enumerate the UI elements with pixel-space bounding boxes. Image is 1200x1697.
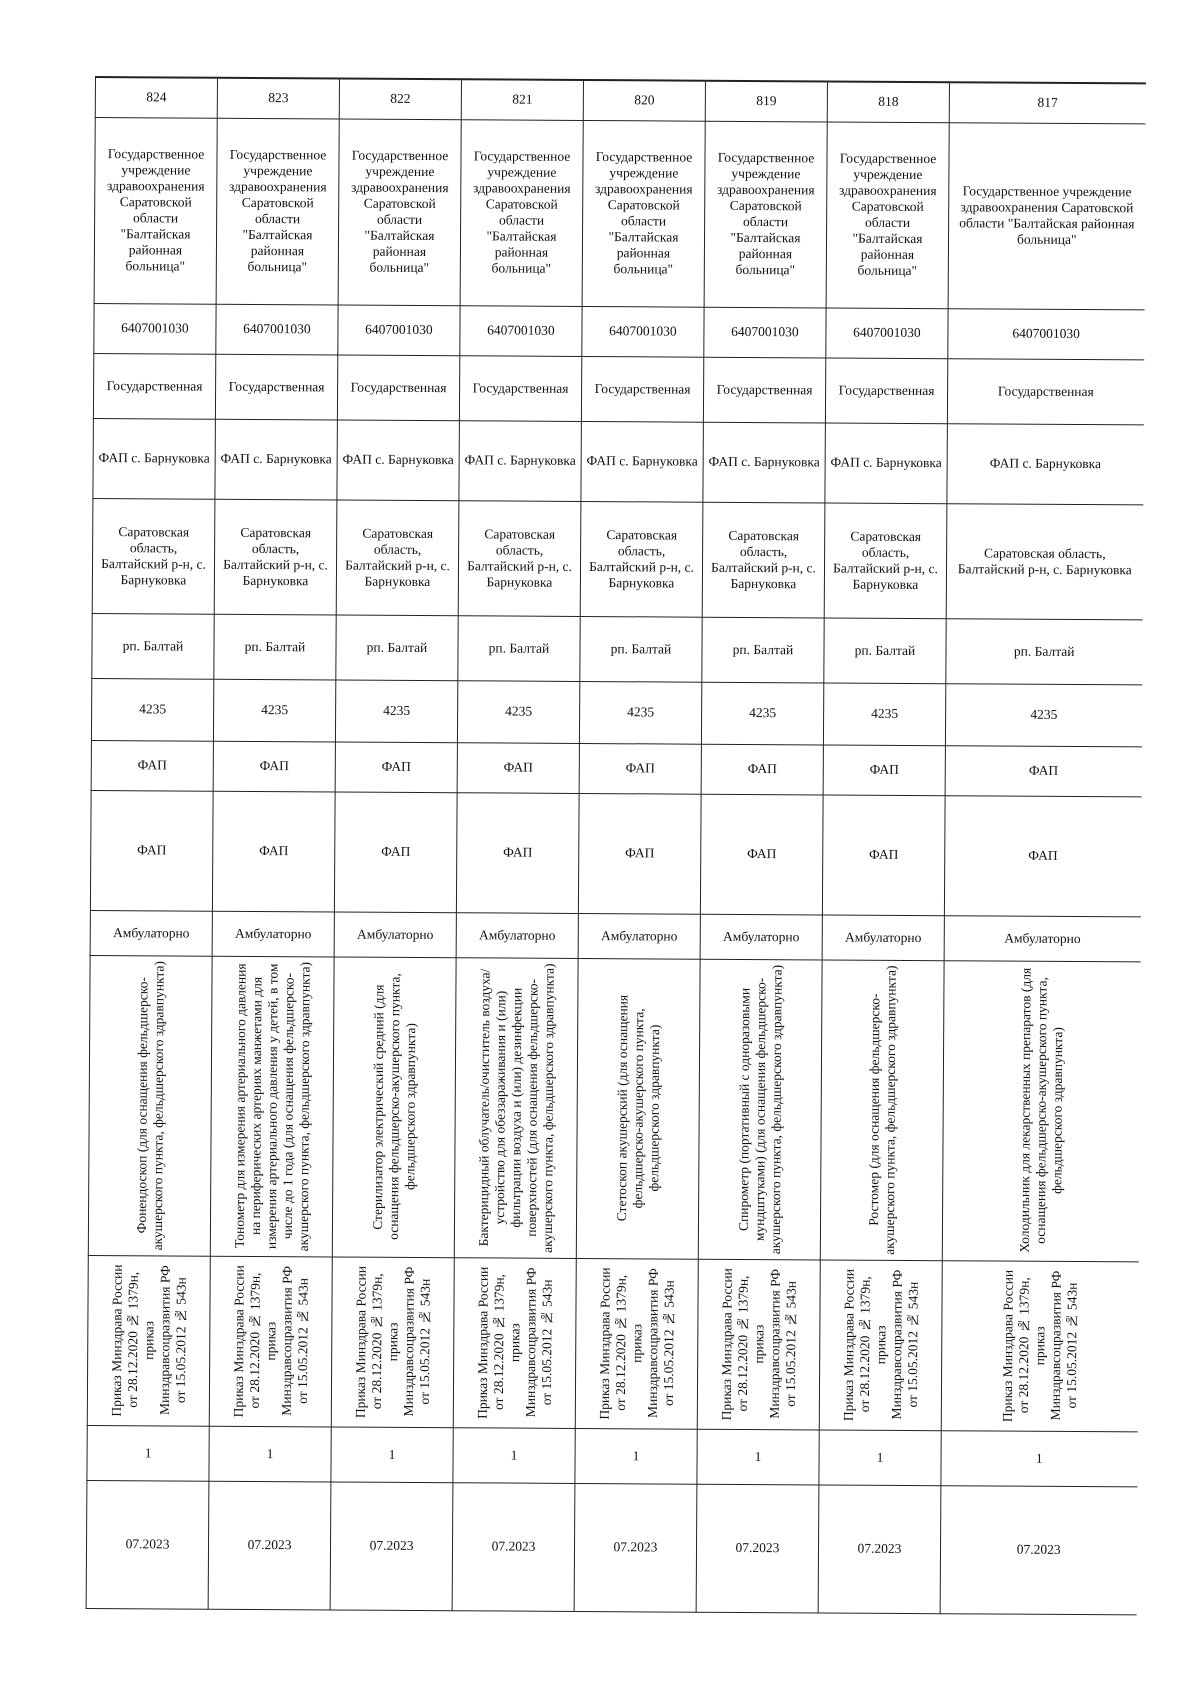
settlement-cell: рп. Балтай — [336, 614, 458, 680]
legal-basis-cell — [209, 1256, 332, 1427]
facility-address-cell: Саратовская область, Балтайский р-н, с. Барнуковка — [214, 499, 337, 615]
table-row-facility-subtype — [90, 790, 1141, 916]
facility-name-cell: ФАП с. Барнуковка — [581, 421, 703, 502]
settlement-cell: рп. Балтай — [702, 617, 824, 683]
code-value-cell: 4235 — [457, 680, 579, 743]
row-number-cell: 818 — [827, 81, 949, 122]
organization-name-cell: Государственное учреждение здравоохранения Саратовской области "Балтайская районная больница" — [94, 117, 217, 304]
legal-basis: Приказ Минздрава России от 28.12.2020 № 1379н, приказ Минздравсоцразвития РФ от 15.05.2012 № 543н — [840, 1268, 921, 1421]
row-number-cell: 820 — [583, 80, 705, 121]
table-row-facility-type — [91, 740, 1141, 796]
table-row-inn-value — [94, 303, 1144, 359]
equipment-name-cell — [942, 960, 1140, 1261]
row-number-cell: 824 — [95, 77, 217, 118]
table-row-code-value — [91, 678, 1141, 746]
ownership-form-cell: Государственная — [337, 354, 459, 420]
equipment-name: Фонендоскоп (для оснащения фельдшерско-акушерского пункта, фельдшерского здравпункта) — [133, 960, 167, 1251]
row-number-cell: 819 — [705, 81, 827, 122]
care-conditions-cell: Амбулаторно — [334, 911, 456, 957]
facility-address-cell: Саратовская область, Балтайский р-н, с. Барнуковка — [702, 502, 825, 618]
code-value-cell: 4235 — [579, 681, 701, 744]
table-row-row-number — [95, 77, 1145, 123]
facility-address-cell: Саратовская область, Балтайский р-н, с. Барнуковка — [92, 498, 215, 614]
facility-subtype-cell: ФАП — [822, 794, 945, 915]
code-value-cell: 4235 — [701, 682, 823, 745]
table-row-care-conditions — [90, 910, 1140, 961]
facility-subtype-cell: ФАП — [456, 792, 579, 913]
facility-address-cell: Саратовская область, Балтайский р-н, с. Барнуковка — [580, 501, 703, 617]
legal-basis-cell — [575, 1258, 698, 1429]
code-value-cell: 4235 — [335, 679, 457, 742]
ownership-form-cell: Государственная — [459, 355, 581, 421]
inn-value-cell: 6407001030 — [948, 308, 1144, 359]
table-row-planned-date — [86, 1480, 1137, 1614]
planned-date-cell: 07.2023 — [574, 1483, 697, 1612]
table-row-facility-address — [92, 498, 1143, 619]
equipment-name: Холодильник для лекарственных препаратов (для оснащения фельдшерско-акушерского пункта, фельдшерского здравпункта) — [1016, 968, 1065, 1254]
table-row-settlement — [92, 613, 1142, 684]
ownership-form-cell: Государственная — [825, 357, 947, 423]
facility-subtype-cell: ФАП — [700, 794, 823, 915]
settlement-cell: рп. Балтай — [824, 617, 946, 683]
planned-date-cell: 07.2023 — [86, 1480, 209, 1609]
planned-date-cell: 07.2023 — [696, 1484, 819, 1613]
table-row-quantity — [87, 1425, 1137, 1486]
legal-basis: Приказ Минздрава России от 28.12.2020 № 1379н, приказ Минздравсоцразвития РФ от 15.05.2012 № 543н — [596, 1266, 677, 1420]
facility-name-cell: ФАП с. Барнуковка — [459, 420, 581, 501]
care-conditions-cell: Амбулаторно — [944, 915, 1140, 961]
ownership-form-cell: Государственная — [947, 358, 1143, 424]
organization-name-cell: Государственное учреждение здравоохранения Саратовской области "Балтайская районная больница" — [216, 118, 339, 305]
planned-date-cell: 07.2023 — [208, 1481, 331, 1610]
quantity-cell: 1 — [575, 1428, 697, 1484]
equipment-name-cell — [698, 959, 822, 1260]
planned-date-cell: 07.2023 — [452, 1482, 575, 1611]
inn-value-cell: 6407001030 — [216, 304, 338, 355]
quantity-cell: 1 — [941, 1430, 1137, 1486]
facility-address-cell: Саратовская область, Балтайский р-н, с. Барнуковка — [824, 502, 947, 618]
equipment-name: Стерилизатор электрический средний (для оснащения фельдшерско-акушерского пункта, фельдшерского здравпункта) — [369, 973, 418, 1241]
inn-value-cell: 6407001030 — [826, 307, 948, 358]
inn-value-cell: 6407001030 — [338, 304, 460, 355]
facility-type-cell: ФАП — [579, 743, 701, 794]
table-row-equipment-name — [88, 955, 1140, 1261]
organization-name-cell: Государственное учреждение здравоохранения Саратовской области "Балтайская районная больница" — [338, 118, 461, 305]
facility-subtype-cell: ФАП — [334, 791, 457, 912]
equipment-name: Спирометр (портативный с одноразовыми мундштуками) (для оснащения фельдшерско-акушерского пункта, фельдшерского здравпункта) — [735, 964, 785, 1254]
planned-date-cell: 07.2023 — [818, 1484, 941, 1613]
facility-name-cell: ФАП с. Барнуковка — [825, 422, 947, 503]
facility-name-cell: ФАП с. Барнуковка — [703, 422, 825, 503]
care-conditions-cell: Амбулаторно — [822, 914, 944, 960]
legal-basis: Приказ Минздрава России от 28.12.2020 № 1379н, приказ Минздравсоцразвития РФ от 15.05.2012 № 543н — [999, 1269, 1080, 1422]
code-value-cell: 4235 — [91, 678, 213, 741]
legal-basis: Приказ Минздрава России от 28.12.2020 № 1379н, приказ Минздравсоцразвития РФ от 15.05.2012 № 543н — [718, 1267, 799, 1421]
inn-value-cell: 6407001030 — [704, 307, 826, 358]
facility-subtype-cell: ФАП — [212, 791, 335, 912]
legal-basis: Приказ Минздрава России от 28.12.2020 № 1379н, приказ Минздравсоцразвития РФ от 15.05.2012 № 543н — [474, 1266, 555, 1419]
scanned-table-page — [85, 76, 1145, 1670]
facility-subtype-cell: ФАП — [90, 790, 213, 911]
equipment-table — [86, 76, 1146, 1615]
ownership-form-cell: Государственная — [581, 356, 703, 422]
legal-basis-cell — [331, 1256, 454, 1427]
facility-type-cell: ФАП — [457, 742, 579, 793]
facility-type-cell: ФАП — [701, 744, 823, 795]
legal-basis-cell — [697, 1259, 820, 1430]
row-number-cell: 817 — [949, 82, 1145, 123]
equipment-name-cell — [820, 959, 944, 1260]
facility-type-cell: ФАП — [335, 741, 457, 792]
code-value-cell: 4235 — [823, 682, 945, 745]
facility-address-cell: Саратовская область, Балтайский р-н, с. Барнуковка — [336, 499, 459, 615]
quantity-cell: 1 — [453, 1427, 575, 1483]
legal-basis-cell — [453, 1257, 576, 1428]
inn-value-cell: 6407001030 — [582, 306, 704, 357]
settlement-cell: рп. Балтай — [458, 615, 580, 681]
inn-value-cell: 6407001030 — [460, 305, 582, 356]
facility-name-cell: ФАП с. Барнуковка — [93, 418, 215, 499]
facility-type-cell: ФАП — [91, 740, 213, 791]
equipment-name-cell — [576, 958, 700, 1259]
organization-name-cell: Государственное учреждение здравоохранения Саратовской области "Балтайская районная больница" — [582, 120, 705, 307]
table-row-facility-name — [93, 418, 1143, 504]
table-row-organization-name — [94, 117, 1145, 309]
organization-name-cell: Государственное учреждение здравоохранения Саратовской области "Балтайская районная больница" — [460, 119, 583, 306]
legal-basis-cell — [941, 1260, 1138, 1431]
legal-basis-cell — [819, 1259, 942, 1430]
care-conditions-cell: Амбулаторно — [90, 910, 212, 956]
equipment-name-cell — [332, 956, 456, 1257]
legal-basis: Приказ Минздрава России от 28.12.2020 № 1379н, приказ Минздравсоцразвития РФ от 15.05.2012 № 543н — [352, 1265, 433, 1418]
settlement-cell: рп. Балтай — [580, 616, 702, 682]
care-conditions-cell: Амбулаторно — [700, 914, 822, 960]
legal-basis: Приказ Минздрава России от 28.12.2020 № 1379н, приказ Минздравсоцразвития РФ от 15.05.2012 № 543н — [108, 1264, 189, 1417]
organization-name-cell: Государственное учреждение здравоохранения Саратовской области "Балтайская районная больница" — [826, 121, 949, 308]
inn-value-cell: 6407001030 — [94, 303, 216, 354]
equipment-name-cell — [210, 956, 334, 1257]
quantity-cell: 1 — [87, 1425, 209, 1481]
settlement-cell: рп. Балтай — [946, 618, 1142, 684]
legal-basis-cell — [87, 1255, 210, 1426]
settlement-cell: рп. Балтай — [92, 613, 214, 679]
facility-subtype-cell: ФАП — [944, 795, 1141, 916]
facility-subtype-cell: ФАП — [578, 793, 701, 914]
row-number-cell: 821 — [461, 79, 583, 120]
care-conditions-cell: Амбулаторно — [212, 911, 334, 957]
ownership-form-cell: Государственная — [93, 353, 215, 419]
facility-name-cell: ФАП с. Барнуковка — [215, 419, 337, 500]
equipment-name-cell — [454, 957, 578, 1258]
equipment-name: Стетоскоп акушерский (для оснащения фельдшерско-акушерского пункта, фельдшерского здравпункта) — [613, 995, 662, 1222]
equipment-name: Ростомер (для оснащения фельдшерско-акушерского пункта, фельдшерского здравпункта) — [865, 965, 899, 1255]
row-number-cell: 823 — [217, 78, 339, 119]
legal-basis: Приказ Минздрава России от 28.12.2020 № 1379н, приказ Минздравсоцразвития РФ от 15.05.2012 № 543н — [230, 1264, 311, 1418]
quantity-cell: 1 — [819, 1429, 941, 1485]
care-conditions-cell: Амбулаторно — [456, 912, 578, 958]
facility-type-cell: ФАП — [823, 744, 945, 795]
organization-name-cell: Государственное учреждение здравоохранения Саратовской области "Балтайская районная больница" — [704, 121, 827, 308]
facility-address-cell: Саратовская область, Балтайский р-н, с. Барнуковка — [946, 503, 1143, 619]
code-value-cell: 4235 — [213, 679, 335, 742]
facility-type-cell: ФАП — [945, 745, 1141, 796]
table-row-legal-basis — [87, 1255, 1138, 1431]
ownership-form-cell: Государственная — [703, 357, 825, 423]
table-row-ownership-form — [93, 353, 1143, 424]
facility-type-cell: ФАП — [213, 741, 335, 792]
settlement-cell: рп. Балтай — [214, 614, 336, 680]
row-number-cell: 822 — [339, 78, 461, 119]
quantity-cell: 1 — [209, 1426, 331, 1482]
organization-name-cell: Государственное учреждение здравоохранения Саратовской области "Балтайская районная больница" — [948, 122, 1145, 309]
planned-date-cell: 07.2023 — [330, 1481, 453, 1610]
equipment-name: Бактерицидный облучатель/очиститель воздуха/устройство для обеззараживания и (или) фильтрации воздуха и (или) дезинфекции поверхностей (для оснащения фельдшерско-акушерского пункта, фельдшерского здравпункта) — [475, 963, 557, 1253]
quantity-cell: 1 — [697, 1429, 819, 1485]
facility-address-cell: Саратовская область, Балтайский р-н, с. Барнуковка — [458, 500, 581, 616]
care-conditions-cell: Амбулаторно — [578, 913, 700, 959]
ownership-form-cell: Государственная — [215, 354, 337, 420]
code-value-cell: 4235 — [945, 683, 1141, 746]
equipment-name-cell — [88, 955, 212, 1256]
planned-date-cell: 07.2023 — [940, 1485, 1137, 1614]
equipment-name: Тонометр для измерения артериального давления на периферических артериях манжетами для измерения артериального давления у детей, в том числе до 1 года (для оснащения фельдшерско-акушерского пункта, фельдшерского здравпункта) — [231, 961, 313, 1252]
quantity-cell: 1 — [331, 1426, 453, 1482]
facility-name-cell: ФАП с. Барнуковка — [337, 419, 459, 500]
facility-name-cell: ФАП с. Барнуковка — [947, 423, 1143, 504]
